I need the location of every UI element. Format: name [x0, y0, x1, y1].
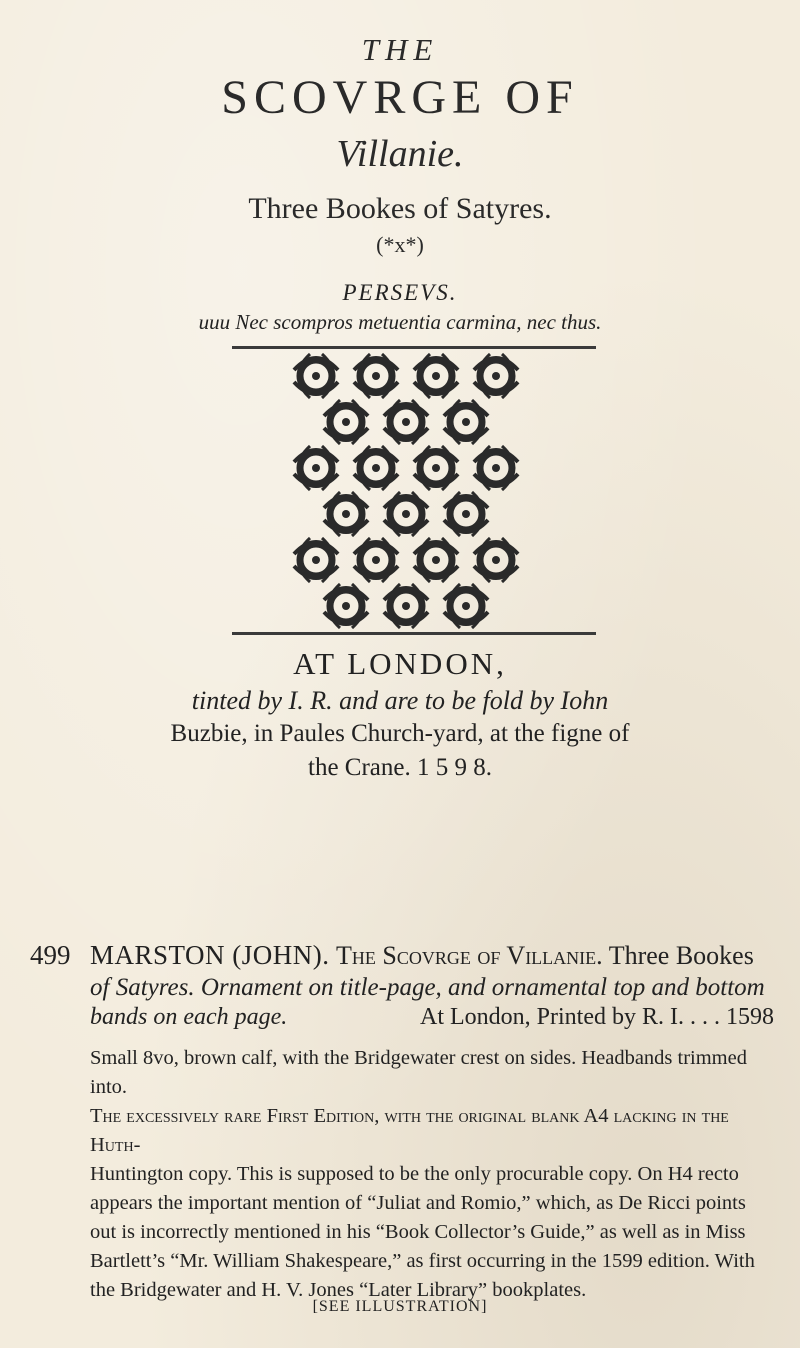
title-stars-ornament: (*x*): [376, 232, 424, 257]
entry-imprint-line: [90, 1004, 774, 1031]
entry-note-line: Huntington copy. This is supposed to be the only procurable copy. On H4 recto: [90, 1163, 739, 1185]
entry-author: MARSTON (JOHN).: [90, 940, 330, 970]
imprint-line-3: the Crane. 1 5 9 8.: [308, 754, 492, 781]
ornament-rule-bottom: [232, 632, 596, 635]
title-villanie: Villanie.: [336, 133, 464, 175]
entry-note-line: out is incorrectly mentioned in his “Book Collector’s Guide,” as well as in Miss: [90, 1221, 746, 1243]
entry-note-line: Bartlett’s “Mr. William Shakespeare,” as first occurring in the 1599 edition. With: [90, 1250, 755, 1272]
epigraph-author: PERSEVS.: [342, 280, 458, 305]
see-illustration-note: [SEE ILLUSTRATION]: [312, 1298, 488, 1315]
entry-note-line: The excessively rare First Edition, with the original blank A4 lacking in the Huth-: [90, 1105, 729, 1156]
imprint-line-2: Buzbie, in Paules Church-yard, at the figne of: [170, 720, 630, 747]
epigraph-quote: uuu Nec scompros metuentia carmina, nec thus.: [198, 310, 602, 334]
imprint-line-1: tinted by I. R. and are to be fold by Iohn: [191, 686, 609, 715]
title-three-books: Three Bookes of Satyres.: [248, 192, 552, 225]
entry-notes: [90, 1044, 780, 1305]
entry-title: The Scovrge of Villanie.: [336, 941, 603, 970]
entry-description-line: of Satyres. Ornament on title-page, and ornamental top and bottom: [90, 974, 765, 1001]
title-scourge: SCOVRGE OF: [221, 71, 579, 124]
entry-bands-text: bands on each page.: [90, 1004, 288, 1030]
entry-imprint-text: At London, Printed by R. I. . . . 1598: [420, 1004, 774, 1030]
imprint-place: AT LONDON,: [293, 646, 507, 681]
entry-note-line: the Bridgewater and H. V. Jones “Later Library” bookplates.: [90, 1279, 587, 1301]
ornament-rule-top: [232, 346, 596, 349]
lot-number: 499: [30, 940, 71, 970]
title-the: THE: [361, 32, 439, 67]
entry-note-line: appears the important mention of “Juliat and Romio,” which, as De Ricci points: [90, 1192, 746, 1214]
entry-heading: [90, 940, 775, 971]
entry-note-line: Small 8vo, brown calf, with the Bridgewater crest on sides. Headbands trimmed into.: [90, 1047, 747, 1098]
entry-title-tail: Three Bookes: [608, 941, 754, 970]
printers-ornament: [292, 352, 522, 630]
